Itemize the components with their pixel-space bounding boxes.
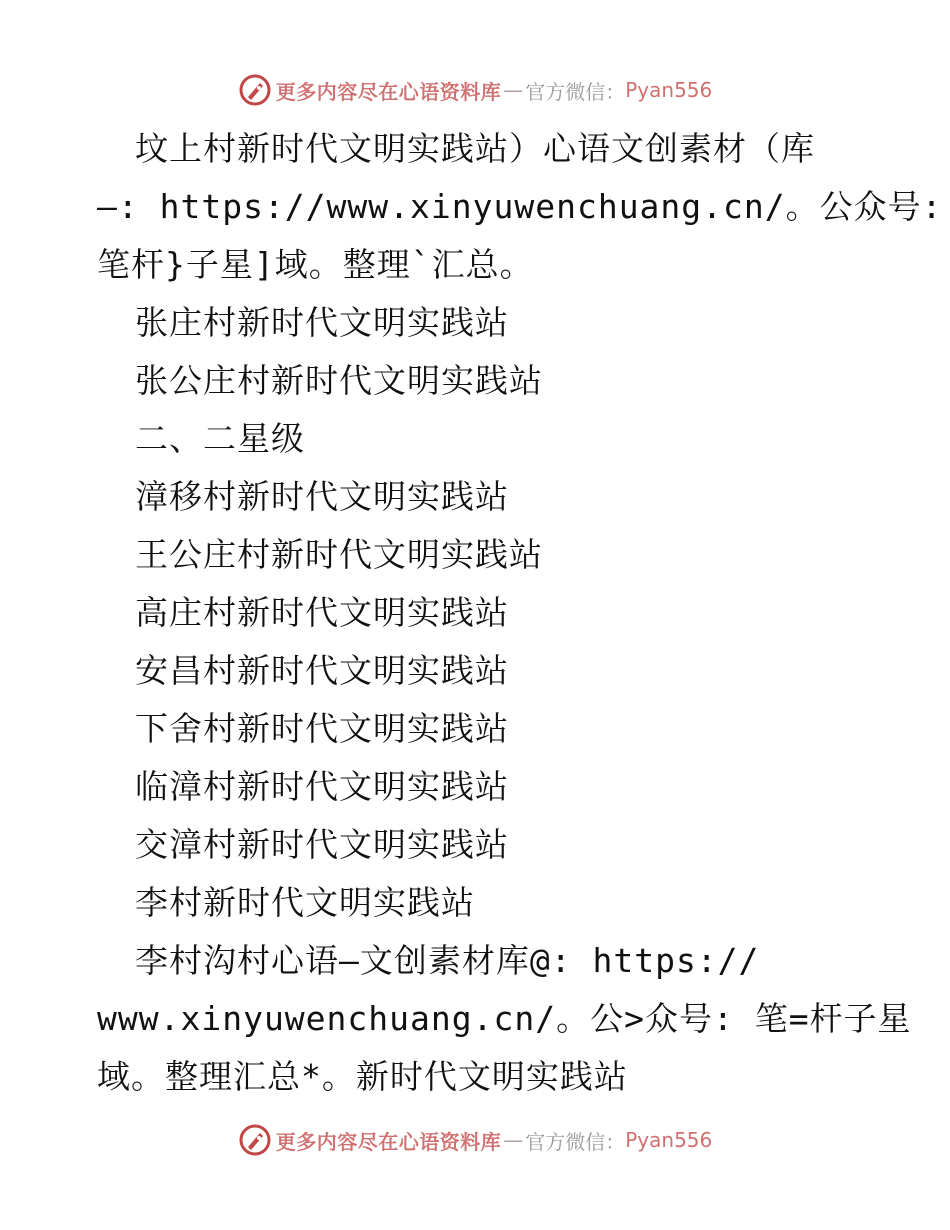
text-line: 李村新时代文明实践站	[135, 883, 475, 922]
text-line: 安昌村新时代文明实践站	[135, 651, 509, 690]
text-line: —: https://www.xinyuwenchuang.cn/。公众号:	[97, 187, 943, 226]
pen-nib-logo-icon	[238, 1123, 272, 1157]
text-line: 下舍村新时代文明实践站	[135, 709, 509, 748]
text-line: 高庄村新时代文明实践站	[135, 593, 509, 632]
banner-text: 更多内容尽在心语资料库	[275, 79, 502, 104]
pen-nib-logo-icon	[238, 73, 272, 107]
banner-official-label: 官方微信：	[525, 79, 626, 104]
banner-wechat-id: Pyan556	[625, 78, 713, 102]
text-line: 域。整理汇总*。新时代文明实践站	[97, 1057, 628, 1096]
footer-watermark-banner	[0, 1120, 950, 1160]
banner-official-label: 官方微信：	[525, 1129, 626, 1154]
header-watermark-banner	[0, 70, 950, 110]
text-line: 漳移村新时代文明实践站	[135, 477, 509, 516]
text-line: 李村沟村心语—文创素材库@: https://	[135, 941, 760, 980]
text-line: 张庄村新时代文明实践站	[135, 303, 509, 342]
banner-wechat-id: Pyan556	[625, 1128, 713, 1152]
text-line: 坟上村新时代文明实践站）心语文创素材（库	[135, 129, 815, 168]
text-line: 交漳村新时代文明实践站	[135, 825, 509, 864]
section-heading: 二、二星级	[135, 419, 305, 458]
text-line: www.xinyuwenchuang.cn/。公>众号: 笔=杆子星	[97, 999, 912, 1038]
text-line: 王公庄村新时代文明实践站	[135, 535, 543, 574]
document-body	[97, 120, 943, 1106]
banner-dash: —	[503, 1128, 524, 1152]
banner-dash: —	[503, 78, 524, 102]
text-line: 张公庄村新时代文明实践站	[135, 361, 543, 400]
text-line: 临漳村新时代文明实践站	[135, 767, 509, 806]
text-line: 笔杆}子星]域。整理`汇总。	[97, 245, 534, 284]
banner-text: 更多内容尽在心语资料库	[275, 1129, 502, 1154]
